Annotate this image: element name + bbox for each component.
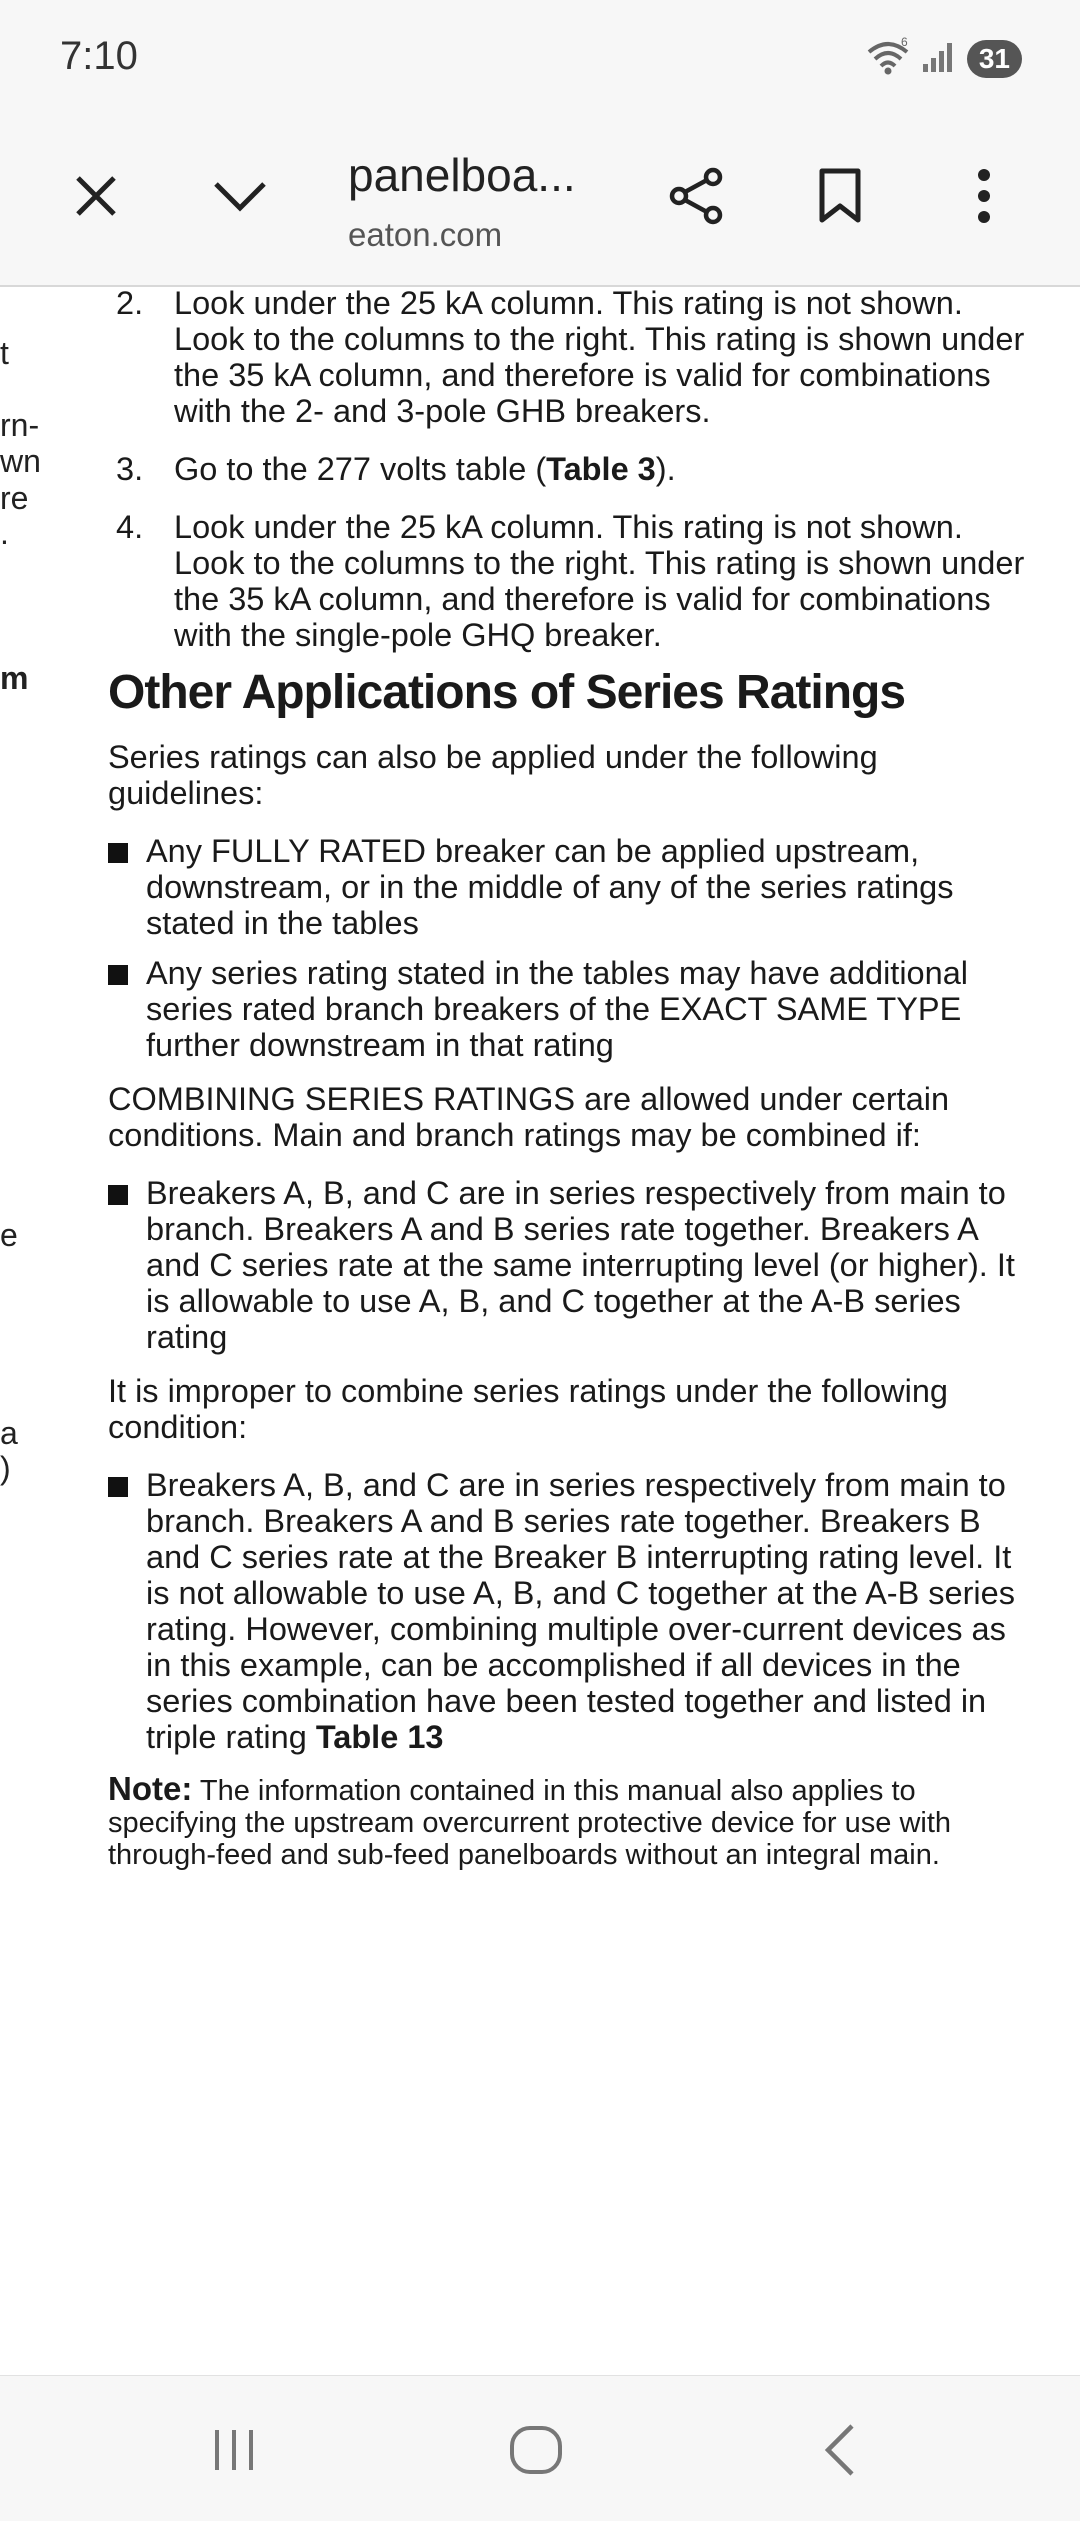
combining-list (108, 1175, 1038, 1355)
left-column-fragment: re (0, 480, 29, 516)
left-column-fragment: a (0, 1415, 18, 1451)
document-viewer[interactable] (0, 285, 1080, 2375)
share-button[interactable] (660, 162, 732, 234)
page-title: panelboa... (348, 149, 576, 201)
back-button[interactable] (800, 2412, 880, 2492)
step-number: 3. (116, 451, 144, 487)
recents-button[interactable] (194, 2412, 274, 2492)
bullet-square-icon (108, 965, 128, 985)
section-heading: Other Applications of Series Ratings (108, 666, 906, 719)
note-label: Note: (108, 1770, 193, 1807)
table-reference: Table 3 (546, 451, 656, 487)
left-column-fragment: wn (0, 443, 41, 479)
more-options-button[interactable] (948, 162, 1020, 234)
table-reference: Table 13 (315, 1719, 444, 1755)
note-text: The information contained in this manual also applies to specifying the upstream overcurrent protective device for use with through-feed and sub-feed panelboards without an integral main. (108, 1775, 952, 1871)
left-column-fragment: rn- (0, 407, 40, 443)
left-column-fragment: e (0, 1217, 18, 1253)
chevron-down-icon (213, 179, 267, 218)
browser-toolbar (0, 120, 1080, 287)
step-item (108, 509, 1038, 653)
document-page (108, 285, 1038, 1900)
home-button[interactable] (496, 2412, 576, 2492)
recents-icon (209, 2425, 259, 2480)
left-column-fragment: m (0, 660, 29, 696)
step-number: 2. (116, 285, 144, 321)
list-item (108, 955, 1038, 1063)
share-icon (667, 167, 725, 230)
step-text: Look under the 25 kA column. This rating is not shown. Look to the columns to the right. This rating is shown under the 35 kA column, and therefore is valid for combinations with the single-pole GHQ breaker. (174, 509, 1025, 653)
list-item (108, 1175, 1038, 1355)
bullet-square-icon (108, 1185, 128, 1205)
left-column-fragment: t (0, 335, 9, 371)
step-text: Look under the 25 kA column. This rating is not shown. Look to the columns to the right. This rating is shown under the 35 kA column, and therefore is valid for combinations with the 2- and 3-pole GHB breakers. (174, 285, 1025, 429)
battery-badge: 31 (967, 40, 1022, 78)
signal-icon (921, 38, 957, 79)
bullet-square-icon (108, 843, 128, 863)
svg-text:6: 6 (900, 36, 908, 49)
close-button[interactable] (60, 162, 132, 234)
minimize-button[interactable] (204, 162, 276, 234)
page-host: eaton.com (348, 216, 503, 253)
home-icon (508, 2422, 564, 2483)
combining-paragraph: COMBINING SERIES RATINGS are allowed under certain conditions. Main and branch ratings may be combined if: (108, 1081, 950, 1153)
page-title-area[interactable] (348, 148, 576, 254)
left-column-fragment: . (0, 515, 9, 551)
bookmark-button[interactable] (804, 162, 876, 234)
step-text: Go to the 277 volts table ( (174, 451, 547, 487)
bullet-square-icon (108, 1477, 128, 1497)
list-item (108, 833, 1038, 941)
back-icon (820, 2422, 860, 2483)
note-paragraph (108, 1770, 1038, 1871)
status-bar (0, 0, 1080, 120)
status-time: 7:10 (60, 34, 138, 78)
guidelines-list (108, 833, 1038, 1063)
navigation-bar (0, 2375, 1080, 2521)
left-column-fragment: ) (0, 1450, 11, 1486)
more-vert-icon (974, 168, 994, 229)
step-item (108, 285, 1038, 429)
improper-list (108, 1467, 1038, 1755)
list-item-text: Any FULLY RATED breaker can be applied upstream, downstream, or in the middle of any of the series ratings stated in the tables (146, 833, 954, 941)
wifi-icon (865, 36, 911, 81)
steps-list (108, 285, 1038, 653)
improper-paragraph: It is improper to combine series ratings under the following condition: (108, 1373, 948, 1445)
list-item-text: Breakers A, B, and C are in series respectively from main to branch. Breakers A and B series rate together. Breakers B and C series rate at the Breaker B interrupting rating level. It is not allowable to use A, B, and C together at the A-B series rating. However, combining multiple over-current devices as in this example, can be accomplished if all devices in the series combination have been tested together and listed in triple rating (146, 1467, 1015, 1755)
status-icons (865, 36, 1022, 81)
step-text: ). (655, 451, 676, 487)
bookmark-icon (818, 168, 862, 229)
step-item (108, 451, 1038, 487)
close-icon (74, 174, 118, 223)
list-item (108, 1467, 1038, 1755)
list-item-text: Any series rating stated in the tables may have additional series rated branch breakers of the EXACT SAME TYPE further downstream in that rating (146, 955, 969, 1063)
intro-paragraph: Series ratings can also be applied under the following guidelines: (108, 739, 878, 811)
list-item-text: Breakers A, B, and C are in series respectively from main to branch. Breakers A and B series rate together. Breakers A and C series rate at the same interrupting level (or higher). It is allowable to use A, B, and C together at the A-B series rating (146, 1175, 1015, 1355)
step-number: 4. (116, 509, 144, 545)
